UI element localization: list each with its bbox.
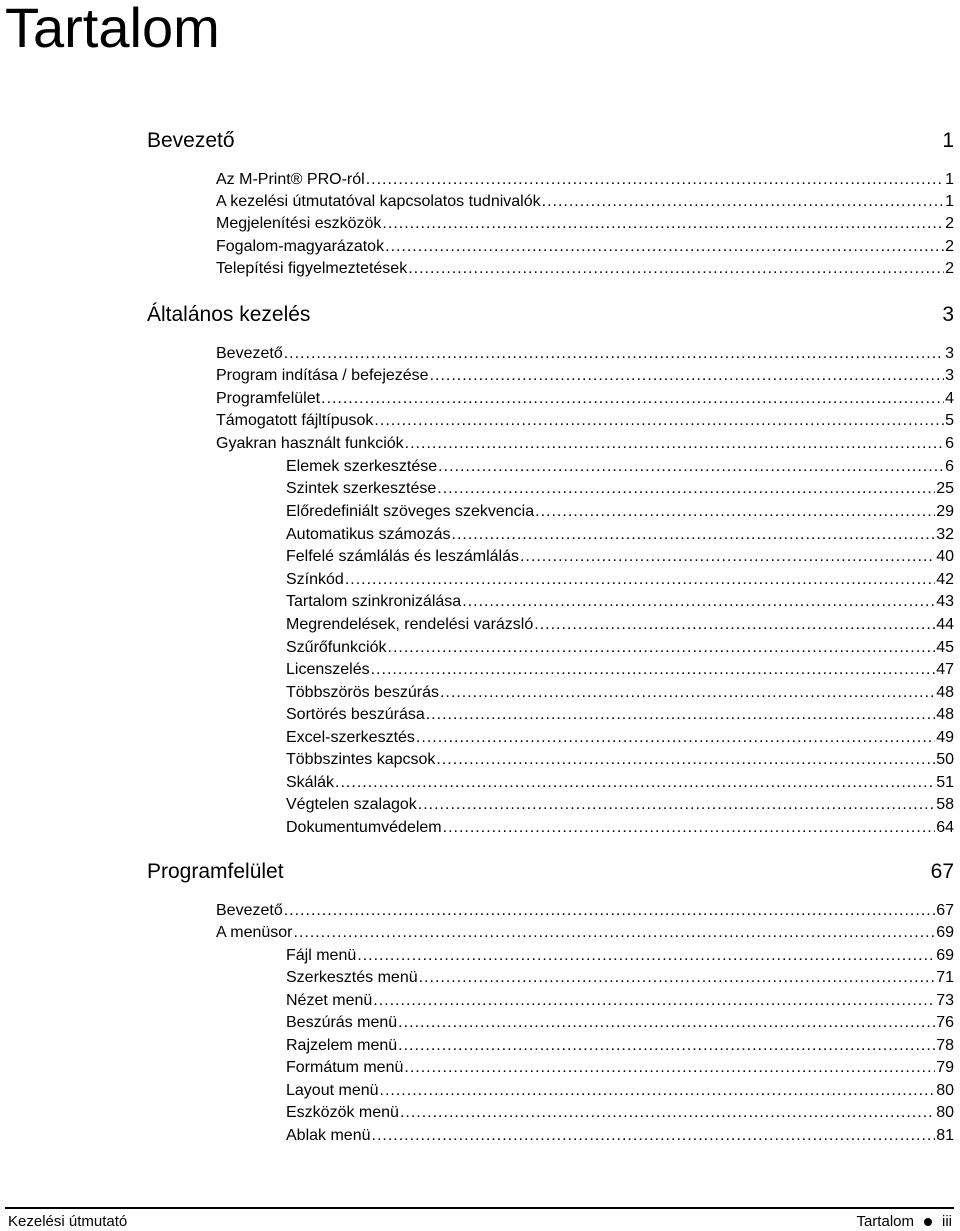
toc-entry-page: 76 (936, 1014, 954, 1031)
toc-entry-label: Előredefiniált szöveges szekvencia (286, 503, 535, 520)
toc-entry[interactable] (216, 409, 954, 431)
toc-entry-page: 2 (945, 215, 954, 232)
toc-entry-label: Excel-szerkesztés (286, 729, 415, 746)
toc-dot-leader (404, 1058, 935, 1078)
toc-entry[interactable] (216, 432, 954, 454)
toc-dot-leader (430, 366, 945, 386)
section-page-number: 1 (942, 129, 954, 152)
bullet-icon (924, 1218, 932, 1226)
toc-entry-page: 50 (936, 751, 954, 768)
toc-dot-leader (385, 237, 944, 257)
toc-entry[interactable] (286, 477, 954, 499)
toc-entry-label: Programfelület (216, 390, 321, 407)
toc-dot-leader (398, 1013, 935, 1033)
toc-dot-leader (373, 991, 935, 1011)
toc-entry-label: Bevezető (216, 902, 283, 919)
toc-entry[interactable] (216, 921, 954, 943)
toc-dot-leader (372, 1126, 936, 1146)
toc-dot-leader (418, 795, 935, 815)
toc-entry-page: 42 (936, 571, 954, 588)
toc-entry-page: 40 (936, 548, 954, 565)
toc-entry-page: 81 (936, 1127, 954, 1144)
footer-page-number: iii (942, 1213, 952, 1230)
toc-dot-leader (443, 818, 936, 838)
section-page-number: 67 (930, 860, 954, 883)
toc-entry[interactable] (286, 1101, 954, 1123)
toc-entry[interactable] (286, 966, 954, 988)
toc-entry-page: 49 (936, 729, 954, 746)
toc-entry-label: Bevezető (216, 345, 283, 362)
toc-entry-page: 44 (936, 616, 954, 633)
toc-dot-leader (534, 615, 935, 635)
toc-entry-label: Megjelenítési eszközök (216, 215, 382, 232)
toc-entry-page: 3 (945, 367, 954, 384)
toc-entry-label: Ablak menü (286, 1127, 371, 1144)
toc-entry-label: Színkód (286, 571, 344, 588)
toc-entry-page: 69 (936, 947, 954, 964)
toc-dot-leader (400, 1103, 935, 1123)
toc-dot-leader (284, 901, 935, 921)
toc-entry-page: 3 (945, 345, 954, 362)
toc-entry-page: 1 (945, 171, 954, 188)
toc-entry-label: Eszközök menü (286, 1104, 399, 1121)
toc-entry-page: 1 (945, 193, 954, 210)
section-title: Programfelület (147, 860, 284, 883)
toc-entry[interactable] (286, 500, 954, 522)
toc-entry-label: Gyakran használt funkciók (216, 435, 404, 452)
toc-entry[interactable] (286, 658, 954, 680)
toc-entry[interactable] (286, 816, 954, 838)
toc-entry-label: Sortörés beszúrása (286, 706, 425, 723)
toc-entry[interactable] (216, 364, 954, 386)
toc-entry-page: 78 (936, 1037, 954, 1054)
toc-entry-page: 47 (936, 661, 954, 678)
toc-entry[interactable] (286, 590, 954, 612)
toc-entry[interactable] (286, 1079, 954, 1101)
toc-entry-page: 80 (936, 1104, 954, 1121)
toc-dot-leader (335, 773, 935, 793)
toc-entry-label: Szintek szerkesztése (286, 480, 437, 497)
toc-entry-page: 2 (945, 238, 954, 255)
toc-entry-page: 5 (945, 412, 954, 429)
toc-entry-page: 6 (945, 435, 954, 452)
toc-dot-leader (374, 411, 944, 431)
toc-entry-page: 48 (936, 706, 954, 723)
toc-entry-page: 71 (936, 969, 954, 986)
toc-entry-page: 4 (945, 390, 954, 407)
toc-entry[interactable] (286, 771, 954, 793)
toc-entry-label: Tartalom szinkronizálása (286, 593, 462, 610)
toc-dot-leader (382, 214, 944, 234)
toc-dot-leader (357, 946, 935, 966)
toc-entry[interactable] (286, 726, 954, 748)
toc-entry-label: Fogalom-magyarázatok (216, 238, 385, 255)
toc-entry[interactable] (216, 190, 954, 212)
toc-entry[interactable] (216, 899, 954, 921)
toc-entry-page: 25 (936, 480, 954, 497)
toc-entry-label: Licenszelés (286, 661, 370, 678)
toc-entry-label: Többszintes kapcsok (286, 751, 436, 768)
toc-entry-label: Felfelé számlálás és leszámlálás (286, 548, 519, 565)
toc-entry-label: Végtelen szalagok (286, 796, 417, 813)
toc-entry[interactable] (216, 235, 954, 257)
toc-entry-label: Támogatott fájltípusok (216, 412, 374, 429)
toc-entry[interactable] (286, 455, 954, 477)
toc-entry-label: Fájl menü (286, 947, 357, 964)
toc-entry-label: Dokumentumvédelem (286, 819, 442, 836)
toc-entry-label: Rajzelem menü (286, 1037, 398, 1054)
toc-dot-leader (388, 638, 936, 658)
toc-dot-leader (436, 750, 935, 770)
toc-entry[interactable] (286, 1034, 954, 1056)
toc-entry-page: 29 (936, 503, 954, 520)
toc-entry-page: 64 (936, 819, 954, 836)
toc-dot-leader (284, 344, 944, 364)
toc-dot-leader (371, 660, 936, 680)
toc-dot-leader (426, 705, 935, 725)
toc-entry[interactable] (286, 989, 954, 1011)
toc-dot-leader (405, 434, 944, 454)
toc-entry-label: Elemek szerkesztése (286, 458, 438, 475)
toc-entry-page: 67 (936, 902, 954, 919)
toc-entry-page: 80 (936, 1082, 954, 1099)
toc-entry-label: Automatikus számozás (286, 526, 451, 543)
toc-entry-page: 6 (945, 458, 954, 475)
toc-dot-leader (438, 457, 944, 477)
toc-entry[interactable] (286, 568, 954, 590)
toc-entry-page: 69 (936, 924, 954, 941)
toc-entry[interactable] (286, 944, 954, 966)
toc-entry[interactable] (216, 387, 954, 409)
toc-entry-label: A kezelési útmutatóval kapcsolatos tudnivalók (216, 193, 541, 210)
toc-dot-leader (321, 389, 944, 409)
toc-entry[interactable] (286, 523, 954, 545)
toc-entry-label: Program indítása / befejezése (216, 367, 429, 384)
toc-entry-page: 73 (936, 992, 954, 1009)
toc-entry-page: 32 (936, 526, 954, 543)
toc-dot-leader (535, 502, 935, 522)
toc-entry[interactable] (216, 168, 954, 190)
footer-divider (5, 1207, 954, 1209)
toc-entry[interactable] (286, 793, 954, 815)
toc-entry-label: Nézet menü (286, 992, 373, 1009)
toc-dot-leader (462, 592, 935, 612)
toc-entry-label: Szűrőfunkciók (286, 639, 387, 656)
toc-entry-label: Formátum menü (286, 1059, 404, 1076)
toc-entry[interactable] (286, 1056, 954, 1078)
toc-entry-page: 45 (936, 639, 954, 656)
toc-dot-leader (408, 259, 944, 279)
page-title: Tartalom (5, 0, 220, 59)
toc-dot-leader (542, 192, 944, 212)
toc-dot-leader (419, 968, 936, 988)
toc-entry[interactable] (286, 703, 954, 725)
toc-dot-leader (440, 683, 935, 703)
toc-entry-label: A menüsor (216, 924, 293, 941)
toc-entry-page: 51 (936, 774, 954, 791)
section-title: Általános kezelés (147, 303, 311, 326)
toc-entry-page: 58 (936, 796, 954, 813)
toc-entry-label: Az M-Print® PRO-ról (216, 171, 365, 188)
toc-dot-leader (437, 479, 935, 499)
toc-dot-leader (520, 547, 935, 567)
toc-entry-label: Többszörös beszúrás (286, 684, 439, 701)
toc-entry-label: Megrendelések, rendelési varázsló (286, 616, 534, 633)
toc-entry-label: Szerkesztés menü (286, 969, 418, 986)
section-title: Bevezető (147, 129, 235, 152)
footer-page-info (856, 1213, 952, 1231)
toc-dot-leader (380, 1081, 936, 1101)
toc-entry[interactable] (286, 748, 954, 770)
toc-dot-leader (293, 923, 935, 943)
toc-entry[interactable] (286, 613, 954, 635)
footer-section-label: Tartalom (856, 1213, 914, 1230)
toc-entry-page: 2 (945, 260, 954, 277)
toc-entry[interactable] (286, 545, 954, 567)
toc-entry-page: 48 (936, 684, 954, 701)
toc-dot-leader (345, 570, 935, 590)
toc-dot-leader (452, 525, 936, 545)
toc-dot-leader (366, 170, 944, 190)
toc-dot-leader (398, 1036, 935, 1056)
toc-entry[interactable] (286, 681, 954, 703)
toc-entry-label: Beszúrás menü (286, 1014, 398, 1031)
toc-entry[interactable] (216, 212, 954, 234)
toc-dot-leader (416, 728, 935, 748)
footer-document-name: Kezelési útmutató (8, 1213, 128, 1230)
toc-entry[interactable] (216, 257, 954, 279)
toc-entry[interactable] (286, 1011, 954, 1033)
toc-entry[interactable] (286, 636, 954, 658)
toc-entry[interactable] (286, 1124, 954, 1146)
toc-entry[interactable] (216, 342, 954, 364)
toc-entry-page: 79 (936, 1059, 954, 1076)
toc-entry-label: Telepítési figyelmeztetések (216, 260, 408, 277)
section-page-number: 3 (942, 303, 954, 326)
toc-entry-page: 43 (936, 593, 954, 610)
toc-entry-label: Skálák (286, 774, 335, 791)
toc-entry-label: Layout menü (286, 1082, 379, 1099)
